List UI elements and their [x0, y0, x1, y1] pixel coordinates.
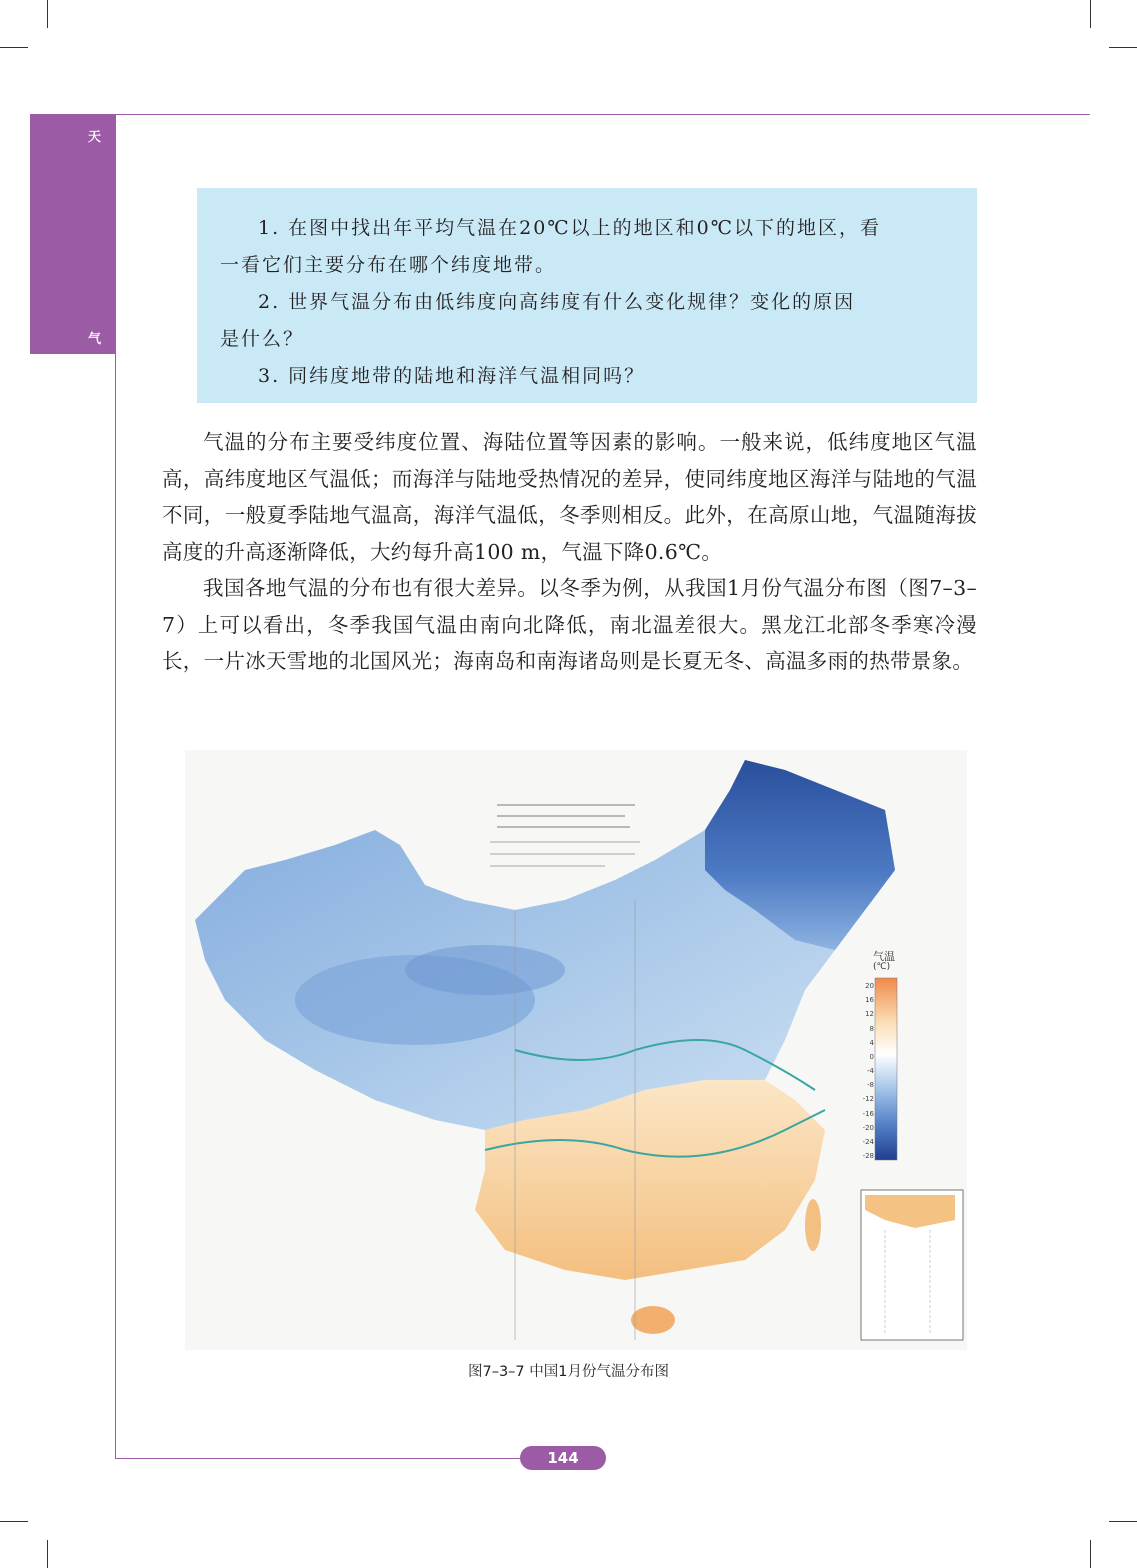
question-2-line-1: 2. 世界气温分布由低纬度向高纬度有什么变化规律？变化的原因: [258, 291, 856, 313]
question-2-line-2: 是什么？: [220, 328, 305, 350]
crop-mark: [1109, 1521, 1137, 1522]
activity-question-box: [197, 188, 977, 403]
crop-mark: [47, 0, 48, 28]
page-frame-top: [115, 114, 1090, 115]
map-legend-tick: -12: [862, 1095, 874, 1104]
body-text: [162, 424, 977, 680]
map-legend-unit: (℃): [873, 962, 891, 972]
map-legend-tick: 12: [865, 1010, 874, 1019]
map-legend-tick: -28: [862, 1152, 874, 1160]
page-frame-bottom: [115, 1458, 525, 1459]
crop-mark: [47, 1540, 48, 1568]
question-1-line-1: 1. 在图中找出年平均气温在20℃以上的地区和0℃以下的地区，看: [258, 217, 881, 239]
side-tab-char-1: 天: [88, 130, 102, 145]
map-legend-tick: -16: [862, 1109, 874, 1118]
side-tab-char-2: 气: [88, 332, 102, 347]
map-legend-tick: -4: [867, 1067, 874, 1075]
map-legend-tick: 20: [865, 982, 874, 990]
map-graphic: [185, 750, 967, 1350]
map-legend-title: 气温: [873, 950, 895, 963]
map-legend-tick: 8: [869, 1024, 874, 1033]
map-legend-tick: 16: [865, 996, 874, 1005]
crop-mark: [1109, 47, 1137, 48]
map-legend-tick: -24: [862, 1137, 874, 1146]
china-january-temperature-map: [185, 750, 967, 1350]
chapter-side-tab: [30, 114, 115, 354]
question-1-line-2: 一看它们主要分布在哪个纬度地带。: [220, 254, 557, 276]
crop-mark: [1090, 1540, 1091, 1568]
paragraph-1: 气温的分布主要受纬度位置、海陆位置等因素的影响。一般来说，低纬度地区气温高，高纬度地区气温低；而海洋与陆地受热情况的差异，使同纬度地区海洋与陆地的气温不同，一般夏季陆地气温高，海洋气温低，冬季则相反。此外，在高原山地，气温随海拔高度的升高逐渐降低，大约每升高100 m，气温下降0.6℃。: [162, 430, 977, 564]
map-legend-tick: -8: [867, 1081, 874, 1090]
map-legend-tick: 0: [869, 1052, 874, 1061]
paragraph-2: 我国各地气温的分布也有很大差异。以冬季为例，从我国1月份气温分布图（图7–3–7）上可以看出，冬季我国气温由南向北降低，南北温差很大。黑龙江北部冬季寒冷漫长，一片冰天雪地的北国风光；海南岛和南海诸岛则是长夏无冬、高温多雨的热带景象。: [162, 576, 977, 673]
map-legend-tick: 4: [869, 1038, 874, 1047]
crop-mark: [1090, 0, 1091, 28]
page-number: 144: [520, 1446, 606, 1470]
map-legend-tick: -20: [862, 1123, 874, 1132]
question-3-line-1: 3. 同纬度地带的陆地和海洋气温相同吗？: [258, 365, 646, 387]
map-legend-ticks: [860, 978, 874, 1160]
crop-mark: [0, 47, 28, 48]
crop-mark: [0, 1521, 28, 1522]
page-frame-left: [115, 114, 116, 1459]
figure-caption: 图7–3–7 中国1月份气温分布图: [467, 1364, 669, 1380]
